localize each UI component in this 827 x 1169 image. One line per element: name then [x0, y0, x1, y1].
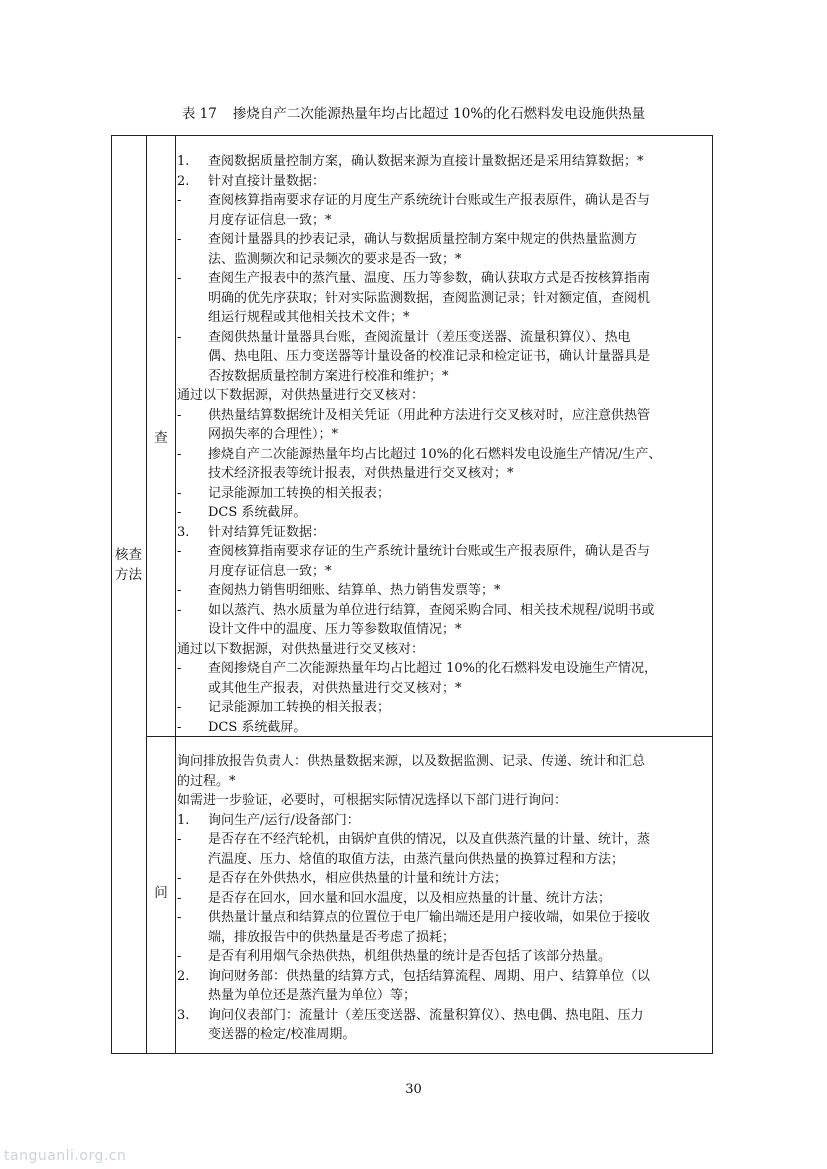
content-line [177, 601, 713, 621]
content-text: 查阅核算指南要求存证的生产系统计量统计台账或生产报表原件，确认是否与 [208, 544, 651, 559]
content-text: 法、监测频次和记录频次的要求是否一致；* [208, 251, 462, 267]
content-line [177, 752, 713, 772]
content-line [177, 659, 713, 679]
list-number: 1. [177, 154, 190, 169]
content-text: 是否有利用烟气余热供热，机组供热量的统计是否包括了该部分热量。 [208, 949, 612, 964]
content-line [177, 928, 713, 948]
list-number: 3. [177, 1007, 190, 1023]
content-text: 询问仪表部门：流量计（差压变送器、流量积算仪）、热电偶、热电阻、压力 [208, 1007, 644, 1023]
content-line [177, 269, 713, 289]
content-text: 偶、热电阻、压力变送器等计量设备的校准记录和检定证书，确认计量器具是 [208, 349, 651, 364]
content-line [177, 620, 713, 640]
table-title: 掺烧自产二次能源热量年均占比超过 10%的化石燃料发电设施供热量 [232, 106, 646, 122]
bullet-dash: - [177, 446, 182, 462]
content-text: 询问财务部：供热量的结算方式，包括结算流程、周期、用户、结算单位（以 [208, 968, 651, 984]
content-line [177, 811, 713, 831]
content-text: 月度存证信息一致；* [208, 563, 332, 579]
content-line [177, 523, 713, 543]
content-text: 通过以下数据源，对供热量进行交叉核对： [177, 641, 425, 657]
content-line [177, 308, 713, 328]
content-text: 查阅掺烧自产二次能源热量年均占比超过 10%的化石燃料发电设施生产情况， [208, 661, 658, 676]
content-line [177, 581, 713, 601]
content-line [177, 850, 713, 870]
content-text: 端，排放报告中的供热量是否考虑了损耗； [208, 929, 456, 945]
content-line [177, 830, 713, 850]
content-text: 查阅热力销售明细账、结算单、热力销售发票等；* [208, 583, 501, 598]
bullet-dash: - [177, 871, 182, 886]
content-text: 记录能源加工转换的相关报表； [208, 700, 391, 715]
content-text: 供热量计量点和结算点的位置位于电厂输出端还是用户接收端，如果位于接收 [208, 910, 651, 925]
bullet-dash: - [177, 407, 182, 423]
content-text: DCS 系统截屏。 [208, 505, 307, 520]
content-text: 掺烧自产二次能源热量年均占比超过 10%的化石燃料发电设施生产情况/生产、 [208, 446, 662, 462]
content-text: 查阅核算指南要求存证的月度生产系统统计台账或生产报表原件，确认是否与 [208, 193, 651, 208]
content-text: 供热量结算数据统计及相关凭证（用此种方法进行交叉核对时，应注意供热管 [208, 407, 651, 423]
content-line [177, 718, 713, 738]
content-text: 否按数据质量控制方案进行校准和维护；* [208, 368, 449, 384]
content-text: 查阅计量器具的抄表记录，确认与数据质量控制方案中规定的供热量监测方 [208, 232, 638, 247]
content-line [177, 869, 713, 889]
bullet-dash: - [177, 661, 182, 676]
content-line [177, 152, 713, 172]
bullet-dash: - [177, 832, 182, 847]
content-text: 针对结算凭证数据： [208, 524, 326, 540]
content-line [177, 191, 713, 211]
content-text: 网损失率的合理性）；* [208, 427, 339, 442]
section-label-check: 查 [154, 430, 168, 446]
content-text: 查阅数据质量控制方案，确认数据来源为直接计量数据还是采用结算数据；* [208, 154, 644, 169]
content-line [177, 503, 713, 523]
content-text: 变送器的检定/校准周期。 [208, 1027, 356, 1042]
column-divider-1 [146, 135, 147, 1054]
content-text: 是否存在外供热水，相应供热量的计量和统计方法； [208, 871, 508, 886]
content-text: 如需进一步验证，必要时，可根据实际情况选择以下部门进行询问： [177, 793, 568, 808]
verification-table [111, 135, 713, 1054]
content-line [177, 1025, 713, 1045]
watermark: tanguanli.org.cn [4, 1148, 127, 1164]
content-line [177, 328, 713, 348]
content-text: 询问生产/运行/设备部门： [208, 812, 360, 828]
section-check-content [177, 152, 713, 737]
content-line [177, 791, 713, 811]
table-caption [0, 104, 827, 124]
content-line [177, 386, 713, 406]
content-line [177, 230, 713, 250]
list-number: 2. [177, 968, 190, 984]
content-text: 如以蒸汽、热水质量为单位进行结算，查阅采购合同、相关技术规程/说明书或 [208, 602, 655, 618]
row-label-line-2: 方法 [115, 567, 142, 583]
content-text: 是否存在回水，回水量和回水温度，以及相应热量的计量、统计方法； [208, 890, 612, 906]
content-line [177, 211, 713, 231]
content-line [177, 698, 713, 718]
bullet-dash: - [177, 485, 182, 501]
section-label-inquire: 问 [154, 885, 168, 901]
content-text: 明确的优先序获取；针对实际监测数据，查阅监测记录；针对额定值，查阅机 [208, 290, 651, 306]
table-number: 表 17 [181, 106, 217, 122]
bullet-dash: - [177, 271, 182, 286]
content-line [177, 679, 713, 699]
section-inquire-content [177, 752, 713, 1045]
content-line [177, 425, 713, 445]
column-divider-2 [175, 135, 176, 1054]
bullet-dash: - [177, 505, 182, 520]
row-label-verification-method [111, 545, 146, 585]
content-line [177, 367, 713, 387]
content-text: 或其他生产报表，对供热量进行交叉核对；* [208, 680, 462, 696]
content-line [177, 347, 713, 367]
bullet-dash: - [177, 232, 182, 247]
content-line [177, 908, 713, 928]
content-line [177, 640, 713, 660]
bullet-dash: - [177, 583, 182, 598]
content-text: 组运行规程或其他相关技术文件；* [208, 310, 410, 325]
content-text: 查阅供热量计量器具台账，查阅流量计（差压变送器、流量积算仪）、热电 [208, 329, 631, 345]
content-line [177, 562, 713, 582]
content-text: 的过程。* [177, 773, 236, 789]
bullet-dash: - [177, 544, 182, 559]
content-line [177, 406, 713, 426]
bullet-dash: - [177, 329, 182, 345]
content-text: 设计文件中的温度、压力等参数取值情况；* [208, 622, 462, 637]
row-label-line-1: 核查 [115, 547, 142, 563]
content-line [177, 445, 713, 465]
content-line [177, 250, 713, 270]
content-text: 询问排放报告负责人：供热量数据来源，以及数据监测、记录、传递、统计和汇总 [177, 754, 646, 769]
content-text: 通过以下数据源，对供热量进行交叉核对： [177, 388, 425, 403]
bullet-dash: - [177, 719, 182, 735]
content-text: DCS 系统截屏。 [208, 719, 307, 735]
list-number: 2. [177, 173, 190, 189]
content-line [177, 484, 713, 504]
content-line [177, 967, 713, 987]
content-line [177, 542, 713, 562]
content-line [177, 947, 713, 967]
content-line [177, 289, 713, 309]
content-text: 汽温度、压力、焓值的取值方法，由蒸汽量向供热量的换算过程和方法； [208, 851, 625, 867]
list-number: 1. [177, 812, 190, 828]
content-text: 月度存证信息一致；* [208, 212, 332, 228]
content-text: 记录能源加工转换的相关报表； [208, 485, 391, 501]
bullet-dash: - [177, 193, 182, 208]
content-line [177, 464, 713, 484]
bullet-dash: - [177, 700, 182, 715]
content-line [177, 172, 713, 192]
content-text: 查阅生产报表中的蒸汽量、温度、压力等参数，确认获取方式是否按核算指南 [208, 271, 651, 286]
content-text: 针对直接计量数据： [208, 173, 326, 189]
page-number: 30 [405, 1082, 422, 1097]
content-text: 是否存在不经汽轮机，由锅炉直供的情况，以及直供蒸汽量的计量、统计，蒸 [208, 832, 651, 847]
content-line [177, 986, 713, 1006]
content-line [177, 772, 713, 792]
bullet-dash: - [177, 602, 182, 618]
content-line [177, 889, 713, 909]
bullet-dash: - [177, 910, 182, 925]
content-text: 技术经济报表等统计报表，对供热量进行交叉核对；* [208, 466, 514, 481]
bullet-dash: - [177, 949, 182, 964]
content-text: 热量为单位还是蒸汽量为单位）等； [208, 988, 417, 1003]
list-number: 3. [177, 524, 190, 540]
content-line [177, 1006, 713, 1026]
bullet-dash: - [177, 890, 182, 906]
